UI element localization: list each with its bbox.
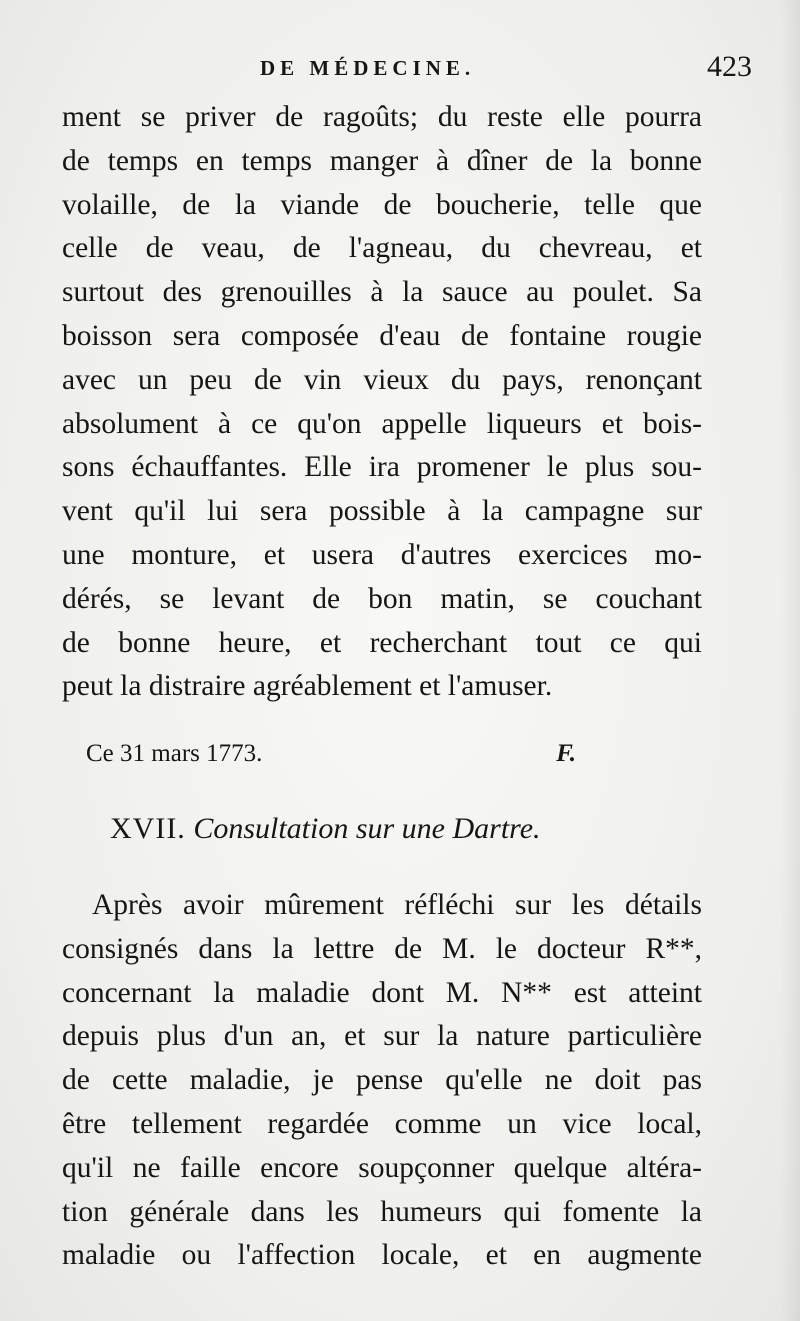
text-line: peut la distraire agréablement et l'amuser. bbox=[62, 670, 553, 703]
text-line: depuis plus d'un an, et sur la nature particulière bbox=[62, 1020, 702, 1053]
text-line: de bonne heure, et recherchant tout ce qui bbox=[62, 626, 702, 659]
text-line: sons échauffantes. Elle ira promener le plus sou- bbox=[62, 451, 702, 484]
section-heading bbox=[110, 812, 670, 846]
text-line: dérés, se levant de bon matin, se couchant bbox=[62, 582, 702, 615]
text-line: une monture, et usera d'autres exercices mo- bbox=[62, 538, 702, 571]
text-line: Après avoir mûrement réfléchi sur les détails bbox=[92, 889, 702, 921]
signature: F. bbox=[556, 740, 576, 767]
text-line: être tellement regardée comme un vice local, bbox=[62, 1107, 702, 1140]
text-line: concernant la maladie dont M. N** est atteint bbox=[62, 976, 702, 1009]
text-line: absolument à ce qu'on appelle liqueurs et bois- bbox=[62, 407, 702, 440]
paragraph-consultation bbox=[62, 884, 702, 1278]
dateline bbox=[86, 740, 576, 768]
text-line: avec un peu de vin vieux du pays, renonçant bbox=[62, 363, 702, 396]
text-line: tion générale dans les humeurs qui fomente la bbox=[62, 1195, 702, 1228]
running-title: DE MÉDECINE. bbox=[260, 56, 476, 80]
text-line: de temps en temps manger à dîner de la bonne bbox=[62, 144, 702, 177]
running-head bbox=[60, 50, 760, 90]
text-line: de cette maladie, je pense qu'elle ne doit pas bbox=[62, 1064, 702, 1097]
text-line: ment se priver de ragoûts; du reste elle pourra bbox=[62, 101, 702, 133]
section-numeral: XVII. bbox=[110, 812, 186, 845]
text-line: volaille, de la viande de boucherie, telle que bbox=[62, 188, 702, 221]
text-line: surtout des grenouilles à la sauce au poulet. Sa bbox=[62, 276, 702, 309]
text-line: maladie ou l'affection locale, et en augmente bbox=[62, 1239, 702, 1272]
date-text: Ce 31 mars 1773. bbox=[86, 740, 263, 767]
page-edge-shadow bbox=[780, 0, 800, 1321]
page-number: 423 bbox=[707, 50, 752, 83]
text-line: qu'il ne faille encore soupçonner quelque altéra- bbox=[62, 1151, 702, 1184]
text-line: vent qu'il lui sera possible à la campagne sur bbox=[62, 495, 702, 528]
paragraph-continued bbox=[62, 96, 702, 709]
section-title: Consultation sur une Dartre. bbox=[193, 812, 541, 845]
text-line: boisson sera composée d'eau de fontaine rougie bbox=[62, 319, 702, 352]
text-line: consignés dans la lettre de M. le docteur R**, bbox=[62, 932, 702, 965]
text-line: celle de veau, de l'agneau, du chevreau, et bbox=[62, 232, 702, 265]
